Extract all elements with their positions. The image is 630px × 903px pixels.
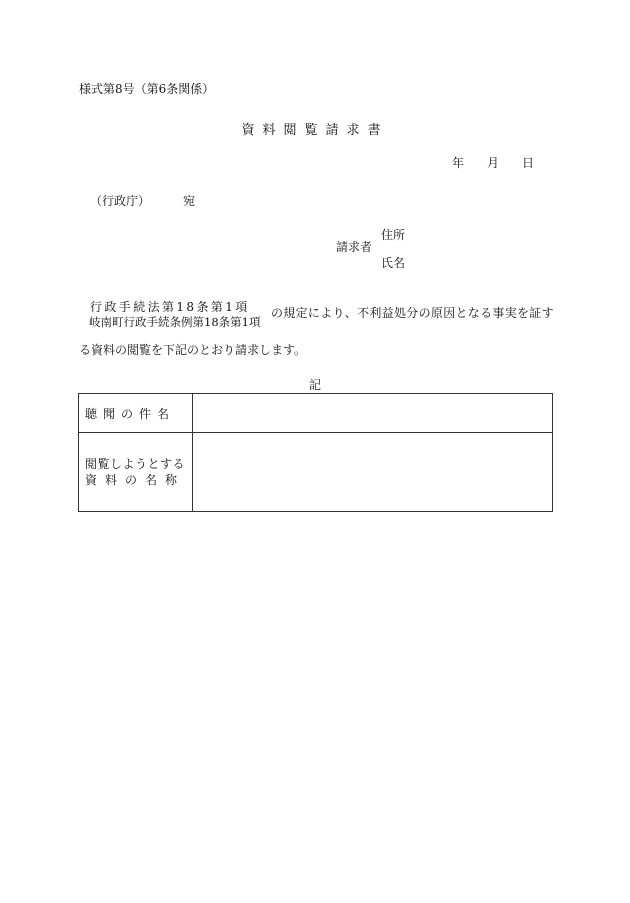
date-year-label: 年 bbox=[452, 156, 465, 170]
date-month-label: 月 bbox=[487, 156, 500, 170]
addressee-suffix: 宛 bbox=[183, 194, 196, 208]
table-row bbox=[79, 394, 553, 433]
table-row bbox=[79, 433, 553, 512]
material-name-label-line2: 資料の名称 bbox=[85, 473, 186, 487]
material-name-label-line1: 閲覧しようとする bbox=[85, 457, 186, 471]
requester-address-label: 住所 bbox=[381, 228, 406, 242]
requester-name-label: 氏名 bbox=[381, 256, 406, 270]
body-text-line2: る資料の閲覧を下記のとおり請求します。 bbox=[79, 343, 307, 357]
hearing-subject-label: 聴聞の件名 bbox=[85, 406, 176, 421]
hearing-subject-field[interactable] bbox=[193, 394, 553, 433]
material-name-field[interactable] bbox=[193, 433, 553, 512]
items-table bbox=[78, 393, 553, 512]
hearing-subject-label-cell bbox=[79, 394, 193, 433]
date-day-label: 日 bbox=[522, 156, 535, 170]
requester-label: 請求者 bbox=[336, 240, 373, 254]
law-reference-town: 岐南町行政手続条例第18条第1項 bbox=[89, 315, 261, 329]
form-number: 様式第8号（第6条関係） bbox=[79, 82, 215, 96]
ki-heading: 記 bbox=[308, 378, 321, 392]
body-text-line1: の規定により、不利益処分の原因となる事実を証す bbox=[271, 306, 554, 320]
addressee-agency: （行政庁） bbox=[90, 194, 151, 208]
material-name-label-cell bbox=[79, 433, 193, 512]
law-reference-national: 行政手続法第18条第1項 bbox=[90, 300, 250, 314]
document-title: 資料閲覧請求書 bbox=[241, 123, 389, 138]
